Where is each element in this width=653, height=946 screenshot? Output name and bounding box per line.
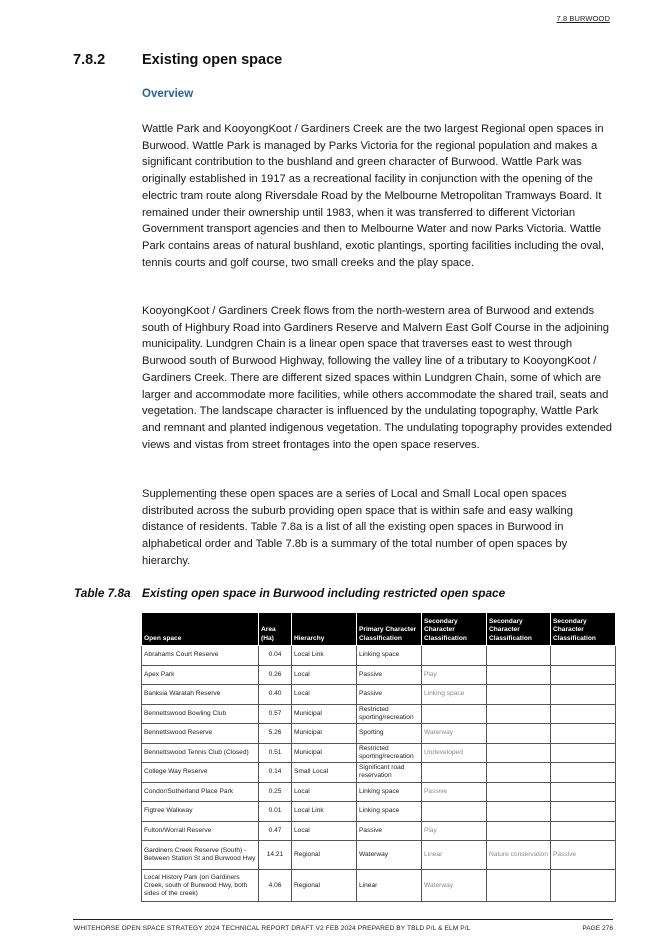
cell-secondary-character-2 bbox=[487, 802, 551, 822]
cell-primary-character: Linking space bbox=[357, 646, 422, 666]
column-header-open-space: Open space bbox=[142, 613, 259, 646]
column-header-primary-character: Primary Character Classification bbox=[357, 613, 422, 646]
column-header-area: Area (Ha) bbox=[259, 613, 292, 646]
cell-secondary-character-1: Passive bbox=[422, 782, 487, 802]
cell-hierarchy: Small Local bbox=[292, 763, 357, 783]
cell-area: 14.21 bbox=[259, 841, 292, 870]
table-row bbox=[142, 724, 616, 744]
cell-open-space: Bennettswood Tennis Club (Closed) bbox=[142, 743, 259, 763]
table-row bbox=[142, 821, 616, 841]
cell-primary-character: Passive bbox=[357, 665, 422, 685]
column-header-secondary-character-2: Secondary Character Classification bbox=[487, 613, 551, 646]
cell-hierarchy: Municipal bbox=[292, 743, 357, 763]
cell-area: 0.01 bbox=[259, 802, 292, 822]
cell-secondary-character-3 bbox=[551, 724, 616, 744]
cell-secondary-character-1: Linear bbox=[422, 841, 487, 870]
cell-secondary-character-3 bbox=[551, 821, 616, 841]
cell-area: 0.25 bbox=[259, 782, 292, 802]
cell-primary-character: Passive bbox=[357, 685, 422, 705]
cell-secondary-character-2 bbox=[487, 685, 551, 705]
cell-secondary-character-3 bbox=[551, 763, 616, 783]
cell-area: 0.14 bbox=[259, 763, 292, 783]
cell-secondary-character-1 bbox=[422, 704, 487, 724]
cell-secondary-character-2 bbox=[487, 782, 551, 802]
cell-secondary-character-3 bbox=[551, 665, 616, 685]
cell-secondary-character-1 bbox=[422, 646, 487, 666]
cell-primary-character: Passive bbox=[357, 821, 422, 841]
table-row bbox=[142, 763, 616, 783]
paragraph-wattle-park: Wattle Park and KooyongKoot / Gardiners Creek are the two largest Regional open spaces in Burwood. Wattle Park is managed by Parks Victoria for the regional population and makes a significant contribution to the bushland and green character of Burwood. Wattle Park was originally established in 1917 as a recreational facility in conjunction with the opening of the electric tram route along Riversdale Road by the Melbourne Metropolitan Tramways Board. It remained under their ownership until 1983, when it was transferred to different Victorian Government transport agencies and then to Melbourne Water and now Parks Victoria. Wattle Park contains areas of natural bushland, exotic plantings, sporting facilities including the oval, tennis courts and golf course, two small creeks and the play space. bbox=[142, 123, 605, 269]
cell-hierarchy: Regional bbox=[292, 841, 357, 870]
cell-hierarchy: Local bbox=[292, 782, 357, 802]
cell-secondary-character-2 bbox=[487, 763, 551, 783]
table-row bbox=[142, 743, 616, 763]
cell-hierarchy: Local bbox=[292, 665, 357, 685]
footer-document-info: WHITEHORSE OPEN SPACE STRATEGY 2024 TECHNICAL REPORT DRAFT V2 FEB 2024 PREPARED BY TBLD P/L & ELM P/L bbox=[74, 925, 471, 932]
cell-open-space: Apex Park bbox=[142, 665, 259, 685]
cell-open-space: Local History Park (on Gardiners Creek, south of Burwood Hwy, both sides of the creek) bbox=[142, 870, 259, 902]
cell-secondary-character-1: Play bbox=[422, 665, 487, 685]
cell-primary-character: Waterway bbox=[357, 841, 422, 870]
cell-area: 4.06 bbox=[259, 870, 292, 902]
section-reference: 7.8 BURWOOD bbox=[556, 14, 610, 23]
cell-secondary-character-3 bbox=[551, 685, 616, 705]
cell-secondary-character-3 bbox=[551, 802, 616, 822]
cell-open-space: Figtree Walkway bbox=[142, 802, 259, 822]
cell-secondary-character-3: Passive bbox=[551, 841, 616, 870]
cell-area: 0.51 bbox=[259, 743, 292, 763]
cell-primary-character: Linking space bbox=[357, 782, 422, 802]
cell-open-space: Bennettswood Bowling Club bbox=[142, 704, 259, 724]
cell-hierarchy: Regional bbox=[292, 870, 357, 902]
cell-area: 0.40 bbox=[259, 685, 292, 705]
cell-secondary-character-3 bbox=[551, 743, 616, 763]
cell-open-space: Fulton/Worrall Reserve bbox=[142, 821, 259, 841]
cell-secondary-character-1: Play bbox=[422, 821, 487, 841]
cell-primary-character: Linear bbox=[357, 870, 422, 902]
cell-secondary-character-2 bbox=[487, 665, 551, 685]
cell-secondary-character-2 bbox=[487, 870, 551, 902]
cell-hierarchy: Municipal bbox=[292, 724, 357, 744]
cell-secondary-character-1: Waterway bbox=[422, 870, 487, 902]
cell-open-space: Abrahams Court Reserve bbox=[142, 646, 259, 666]
paragraph-local-spaces: Supplementing these open spaces are a series of Local and Small Local open spaces distributed across the suburb providing open space that is within safe and easy walking distance of residents. Table 7.8a is a list of all the existing open spaces in Burwood in alphabetical order and Table 7.8b is a summary of the total number of open spaces by hierarchy. bbox=[142, 488, 573, 567]
cell-hierarchy: Municipal bbox=[292, 704, 357, 724]
table-row bbox=[142, 646, 616, 666]
section-number: 7.8.2 bbox=[73, 52, 106, 68]
cell-secondary-character-1 bbox=[422, 763, 487, 783]
cell-secondary-character-1 bbox=[422, 802, 487, 822]
cell-secondary-character-2 bbox=[487, 646, 551, 666]
table-row bbox=[142, 665, 616, 685]
cell-area: 5.26 bbox=[259, 724, 292, 744]
cell-secondary-character-3 bbox=[551, 646, 616, 666]
cell-primary-character: Sporting bbox=[357, 724, 422, 744]
table-row bbox=[142, 704, 616, 724]
cell-open-space: Condor/Sutherland Place Park bbox=[142, 782, 259, 802]
cell-secondary-character-1: Linking space bbox=[422, 685, 487, 705]
cell-hierarchy: Local Link bbox=[292, 646, 357, 666]
cell-primary-character: Restricted sporting/recreation bbox=[357, 743, 422, 763]
cell-secondary-character-3 bbox=[551, 782, 616, 802]
cell-open-space: Banksia Waratah Reserve bbox=[142, 685, 259, 705]
cell-open-space: Gardiners Creek Reserve (South) - Between Station St and Burwood Hwy bbox=[142, 841, 259, 870]
cell-hierarchy: Local bbox=[292, 685, 357, 705]
cell-hierarchy: Local bbox=[292, 821, 357, 841]
page-number: PAGE 276 bbox=[582, 925, 613, 932]
table-row bbox=[142, 870, 616, 902]
paragraph-gardiners-creek: KooyongKoot / Gardiners Creek flows from the north-western area of Burwood and extends south of Highbury Road into Gardiners Reserve and Malvern East Golf Course in the adjoining municipality. Lundgren Chain is a linear open space that traverses east to west through Burwood south of Burwood Highway, following the valley line of a tributary to KooyongKoot / Gardiners Creek. There are different sized spaces within Lundgren Chain, some of which are larger and accommodate more facilities, while others accommodate the shared trail, seats and vegetation. The landscape character is influenced by the undulating topography, Wattle Park and remnant and planted indigenous vegetation. The undulating topography provides extended views and vistas from street frontages into the open space reserves. bbox=[142, 305, 613, 451]
cell-primary-character: Restricted sporting/recreation bbox=[357, 704, 422, 724]
column-header-hierarchy: Hierarchy bbox=[292, 613, 357, 646]
cell-secondary-character-3 bbox=[551, 870, 616, 902]
table-row bbox=[142, 841, 616, 870]
table-row bbox=[142, 802, 616, 822]
cell-primary-character: Linking space bbox=[357, 802, 422, 822]
cell-area: 0.04 bbox=[259, 646, 292, 666]
cell-secondary-character-2 bbox=[487, 704, 551, 724]
table-caption-number: Table 7.8a bbox=[74, 586, 131, 600]
cell-secondary-character-1: Undeveloped bbox=[422, 743, 487, 763]
section-title: Existing open space bbox=[142, 52, 283, 68]
column-header-secondary-character-3: Secondary Character Classification bbox=[551, 613, 616, 646]
cell-open-space: College Way Reserve bbox=[142, 763, 259, 783]
table-header-row bbox=[142, 613, 616, 646]
overview-heading: Overview bbox=[142, 88, 194, 100]
cell-secondary-character-2 bbox=[487, 821, 551, 841]
table-row bbox=[142, 685, 616, 705]
column-header-secondary-character-1: Secondary Character Classification bbox=[422, 613, 487, 646]
footer-divider bbox=[73, 919, 613, 920]
cell-secondary-character-2 bbox=[487, 724, 551, 744]
table-caption bbox=[74, 586, 505, 600]
cell-secondary-character-2: Nature conservation bbox=[487, 841, 551, 870]
open-space-table bbox=[141, 613, 616, 902]
section-heading bbox=[73, 52, 282, 68]
cell-area: 0.47 bbox=[259, 821, 292, 841]
cell-hierarchy: Local Link bbox=[292, 802, 357, 822]
cell-area: 0.26 bbox=[259, 665, 292, 685]
cell-secondary-character-3 bbox=[551, 704, 616, 724]
cell-area: 0.57 bbox=[259, 704, 292, 724]
table-row bbox=[142, 782, 616, 802]
cell-secondary-character-1: Waterway bbox=[422, 724, 487, 744]
cell-open-space: Bennettswood Reserve bbox=[142, 724, 259, 744]
cell-primary-character: Significant road reservation bbox=[357, 763, 422, 783]
cell-secondary-character-2 bbox=[487, 743, 551, 763]
table-caption-title: Existing open space in Burwood including restricted open space bbox=[142, 586, 506, 600]
